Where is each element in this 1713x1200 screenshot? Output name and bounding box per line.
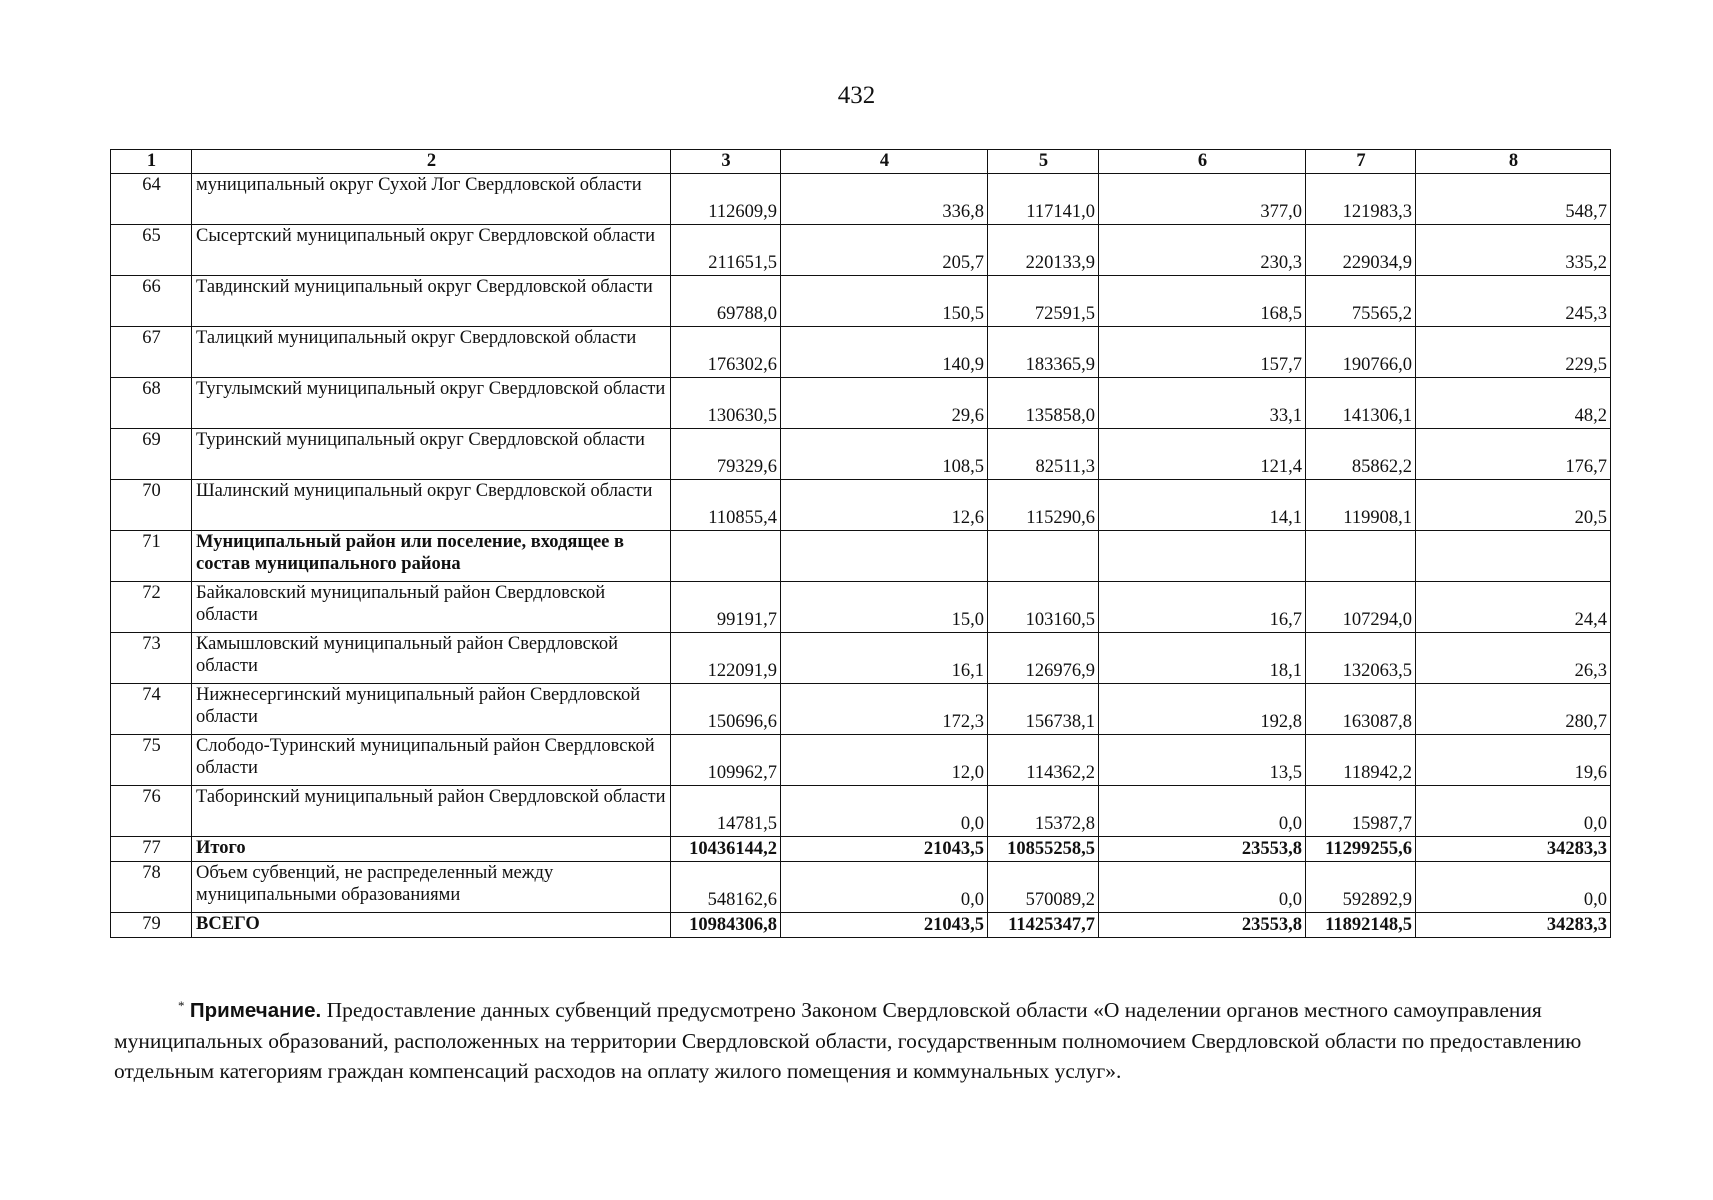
row-name-cell: ВСЕГО (192, 913, 671, 938)
row-number-cell: 75 (111, 735, 192, 786)
row-number-cell: 71 (111, 531, 192, 582)
value-cell-col3: 99191,7 (671, 582, 781, 633)
value-cell-col7: 121983,3 (1306, 174, 1416, 225)
value-cell-col6: 168,5 (1099, 276, 1306, 327)
value-cell-col3: 112609,9 (671, 174, 781, 225)
value-cell-col4: 140,9 (781, 327, 988, 378)
value-cell-col7: 85862,2 (1306, 429, 1416, 480)
value-cell-col3: 176302,6 (671, 327, 781, 378)
value-cell-col7: 141306,1 (1306, 378, 1416, 429)
table-row (111, 429, 1611, 480)
value-cell-col7: 190766,0 (1306, 327, 1416, 378)
value-cell-col6: 157,7 (1099, 327, 1306, 378)
value-cell-col7: 11299255,6 (1306, 837, 1416, 862)
row-number-cell: 64 (111, 174, 192, 225)
value-cell-col5: 10855258,5 (988, 837, 1099, 862)
row-number-cell: 70 (111, 480, 192, 531)
value-cell-col8 (1416, 531, 1611, 582)
note-text: Предоставление данных субвенций предусмотрено Законом Свердловской области «О наделении органов местного самоуправления муниципальных образований, расположенных на территории Свердловской области, государственным полномочием Свердловской области по предоставлению отдельным категориям граждан компенсаций расходов на оплату жилого помещения и коммунальных услуг». (114, 998, 1582, 1083)
table-row (111, 862, 1611, 913)
table-row (111, 480, 1611, 531)
value-cell-col6: 23553,8 (1099, 913, 1306, 938)
value-cell-col8: 245,3 (1416, 276, 1611, 327)
value-cell-col8: 229,5 (1416, 327, 1611, 378)
value-cell-col6: 230,3 (1099, 225, 1306, 276)
value-cell-col6: 0,0 (1099, 862, 1306, 913)
value-cell-col7: 229034,9 (1306, 225, 1416, 276)
value-cell-col3: 10984306,8 (671, 913, 781, 938)
row-number-cell: 79 (111, 913, 192, 938)
value-cell-col5: 570089,2 (988, 862, 1099, 913)
value-cell-col4: 21043,5 (781, 837, 988, 862)
column-header: 2 (192, 150, 671, 174)
row-number-cell: 69 (111, 429, 192, 480)
row-number-cell: 68 (111, 378, 192, 429)
value-cell-col5: 82511,3 (988, 429, 1099, 480)
value-cell-col5: 220133,9 (988, 225, 1099, 276)
value-cell-col5: 115290,6 (988, 480, 1099, 531)
value-cell-col4: 108,5 (781, 429, 988, 480)
row-name-cell: Камышловский муниципальный район Свердловской области (192, 633, 671, 684)
value-cell-col8: 48,2 (1416, 378, 1611, 429)
value-cell-col6: 23553,8 (1099, 837, 1306, 862)
table-row (111, 378, 1611, 429)
value-cell-col7: 118942,2 (1306, 735, 1416, 786)
note-label: Примечание. (189, 999, 322, 1022)
value-cell-col3: 79329,6 (671, 429, 781, 480)
value-cell-col3: 10436144,2 (671, 837, 781, 862)
table-row (111, 735, 1611, 786)
value-cell-col6: 377,0 (1099, 174, 1306, 225)
value-cell-col4: 172,3 (781, 684, 988, 735)
value-cell-col8: 0,0 (1416, 862, 1611, 913)
value-cell-col7 (1306, 531, 1416, 582)
table-row (111, 786, 1611, 837)
value-cell-col7: 163087,8 (1306, 684, 1416, 735)
row-name-cell: Объем субвенций, не распределенный между муниципальными образованиями (192, 862, 671, 913)
row-name-cell: Муниципальный район или поселение, входящее в состав муниципального района (192, 531, 671, 582)
value-cell-col4: 0,0 (781, 862, 988, 913)
note-paragraph (114, 995, 1610, 1086)
value-cell-col7: 132063,5 (1306, 633, 1416, 684)
column-header: 5 (988, 150, 1099, 174)
value-cell-col8: 34283,3 (1416, 913, 1611, 938)
row-name-cell: Талицкий муниципальный округ Свердловской области (192, 327, 671, 378)
value-cell-col6: 14,1 (1099, 480, 1306, 531)
row-name-cell: Сысертский муниципальный округ Свердловской области (192, 225, 671, 276)
value-cell-col8: 176,7 (1416, 429, 1611, 480)
value-cell-col6: 192,8 (1099, 684, 1306, 735)
table-row (111, 225, 1611, 276)
value-cell-col8: 19,6 (1416, 735, 1611, 786)
value-cell-col3: 110855,4 (671, 480, 781, 531)
value-cell-col5: 117141,0 (988, 174, 1099, 225)
value-cell-col5: 103160,5 (988, 582, 1099, 633)
table-row (111, 633, 1611, 684)
value-cell-col6: 33,1 (1099, 378, 1306, 429)
row-number-cell: 65 (111, 225, 192, 276)
note-asterisk: * (178, 998, 185, 1013)
column-header: 4 (781, 150, 988, 174)
row-number-cell: 74 (111, 684, 192, 735)
value-cell-col4: 205,7 (781, 225, 988, 276)
value-cell-col3: 130630,5 (671, 378, 781, 429)
table-row (111, 684, 1611, 735)
column-header: 8 (1416, 150, 1611, 174)
row-number-cell: 77 (111, 837, 192, 862)
value-cell-col5: 183365,9 (988, 327, 1099, 378)
column-header: 3 (671, 150, 781, 174)
value-cell-col6: 13,5 (1099, 735, 1306, 786)
table-row (111, 913, 1611, 938)
value-cell-col3: 69788,0 (671, 276, 781, 327)
value-cell-col5: 114362,2 (988, 735, 1099, 786)
row-number-cell: 78 (111, 862, 192, 913)
table-row (111, 174, 1611, 225)
value-cell-col4: 16,1 (781, 633, 988, 684)
value-cell-col4: 12,6 (781, 480, 988, 531)
value-cell-col3: 150696,6 (671, 684, 781, 735)
value-cell-col3 (671, 531, 781, 582)
value-cell-col7: 119908,1 (1306, 480, 1416, 531)
row-number-cell: 73 (111, 633, 192, 684)
column-header: 1 (111, 150, 192, 174)
row-number-cell: 72 (111, 582, 192, 633)
value-cell-col8: 24,4 (1416, 582, 1611, 633)
value-cell-col8: 335,2 (1416, 225, 1611, 276)
value-cell-col3: 548162,6 (671, 862, 781, 913)
row-name-cell: Слободо-Туринский муниципальный район Свердловской области (192, 735, 671, 786)
value-cell-col8: 20,5 (1416, 480, 1611, 531)
value-cell-col7: 592892,9 (1306, 862, 1416, 913)
value-cell-col4: 21043,5 (781, 913, 988, 938)
value-cell-col5: 72591,5 (988, 276, 1099, 327)
column-header: 6 (1099, 150, 1306, 174)
value-cell-col6 (1099, 531, 1306, 582)
value-cell-col8: 26,3 (1416, 633, 1611, 684)
column-number-row (111, 150, 1611, 174)
row-name-cell: Таборинский муниципальный район Свердловской области (192, 786, 671, 837)
row-name-cell: Нижнесергинский муниципальный район Свердловской области (192, 684, 671, 735)
value-cell-col3: 211651,5 (671, 225, 781, 276)
row-name-cell: Туринский муниципальный округ Свердловской области (192, 429, 671, 480)
row-name-cell: Тавдинский муниципальный округ Свердловской области (192, 276, 671, 327)
value-cell-col4: 336,8 (781, 174, 988, 225)
table-row (111, 276, 1611, 327)
value-cell-col6: 0,0 (1099, 786, 1306, 837)
page-number: 432 (837, 82, 876, 109)
value-cell-col4: 150,5 (781, 276, 988, 327)
value-cell-col8: 548,7 (1416, 174, 1611, 225)
value-cell-col4: 0,0 (781, 786, 988, 837)
value-cell-col3: 14781,5 (671, 786, 781, 837)
value-cell-col4 (781, 531, 988, 582)
value-cell-col5: 156738,1 (988, 684, 1099, 735)
value-cell-col8: 280,7 (1416, 684, 1611, 735)
value-cell-col4: 15,0 (781, 582, 988, 633)
row-name-cell: Итого (192, 837, 671, 862)
value-cell-col5: 135858,0 (988, 378, 1099, 429)
value-cell-col7: 75565,2 (1306, 276, 1416, 327)
value-cell-col5: 126976,9 (988, 633, 1099, 684)
subvention-table (110, 149, 1611, 938)
row-name-cell: Байкаловский муниципальный район Свердловской области (192, 582, 671, 633)
row-name-cell: муниципальный округ Сухой Лог Свердловской области (192, 174, 671, 225)
row-name-cell: Шалинский муниципальный округ Свердловской области (192, 480, 671, 531)
value-cell-col5 (988, 531, 1099, 582)
row-name-cell: Тугулымский муниципальный округ Свердловской области (192, 378, 671, 429)
value-cell-col6: 121,4 (1099, 429, 1306, 480)
value-cell-col7: 15987,7 (1306, 786, 1416, 837)
value-cell-col8: 34283,3 (1416, 837, 1611, 862)
table-row (111, 531, 1611, 582)
table-row (111, 582, 1611, 633)
value-cell-col4: 12,0 (781, 735, 988, 786)
table-row (111, 837, 1611, 862)
value-cell-col4: 29,6 (781, 378, 988, 429)
row-number-cell: 67 (111, 327, 192, 378)
value-cell-col7: 11892148,5 (1306, 913, 1416, 938)
column-header: 7 (1306, 150, 1416, 174)
table-row (111, 327, 1611, 378)
value-cell-col6: 16,7 (1099, 582, 1306, 633)
value-cell-col5: 15372,8 (988, 786, 1099, 837)
value-cell-col8: 0,0 (1416, 786, 1611, 837)
value-cell-col5: 11425347,7 (988, 913, 1099, 938)
value-cell-col3: 122091,9 (671, 633, 781, 684)
value-cell-col7: 107294,0 (1306, 582, 1416, 633)
value-cell-col3: 109962,7 (671, 735, 781, 786)
value-cell-col6: 18,1 (1099, 633, 1306, 684)
row-number-cell: 76 (111, 786, 192, 837)
row-number-cell: 66 (111, 276, 192, 327)
